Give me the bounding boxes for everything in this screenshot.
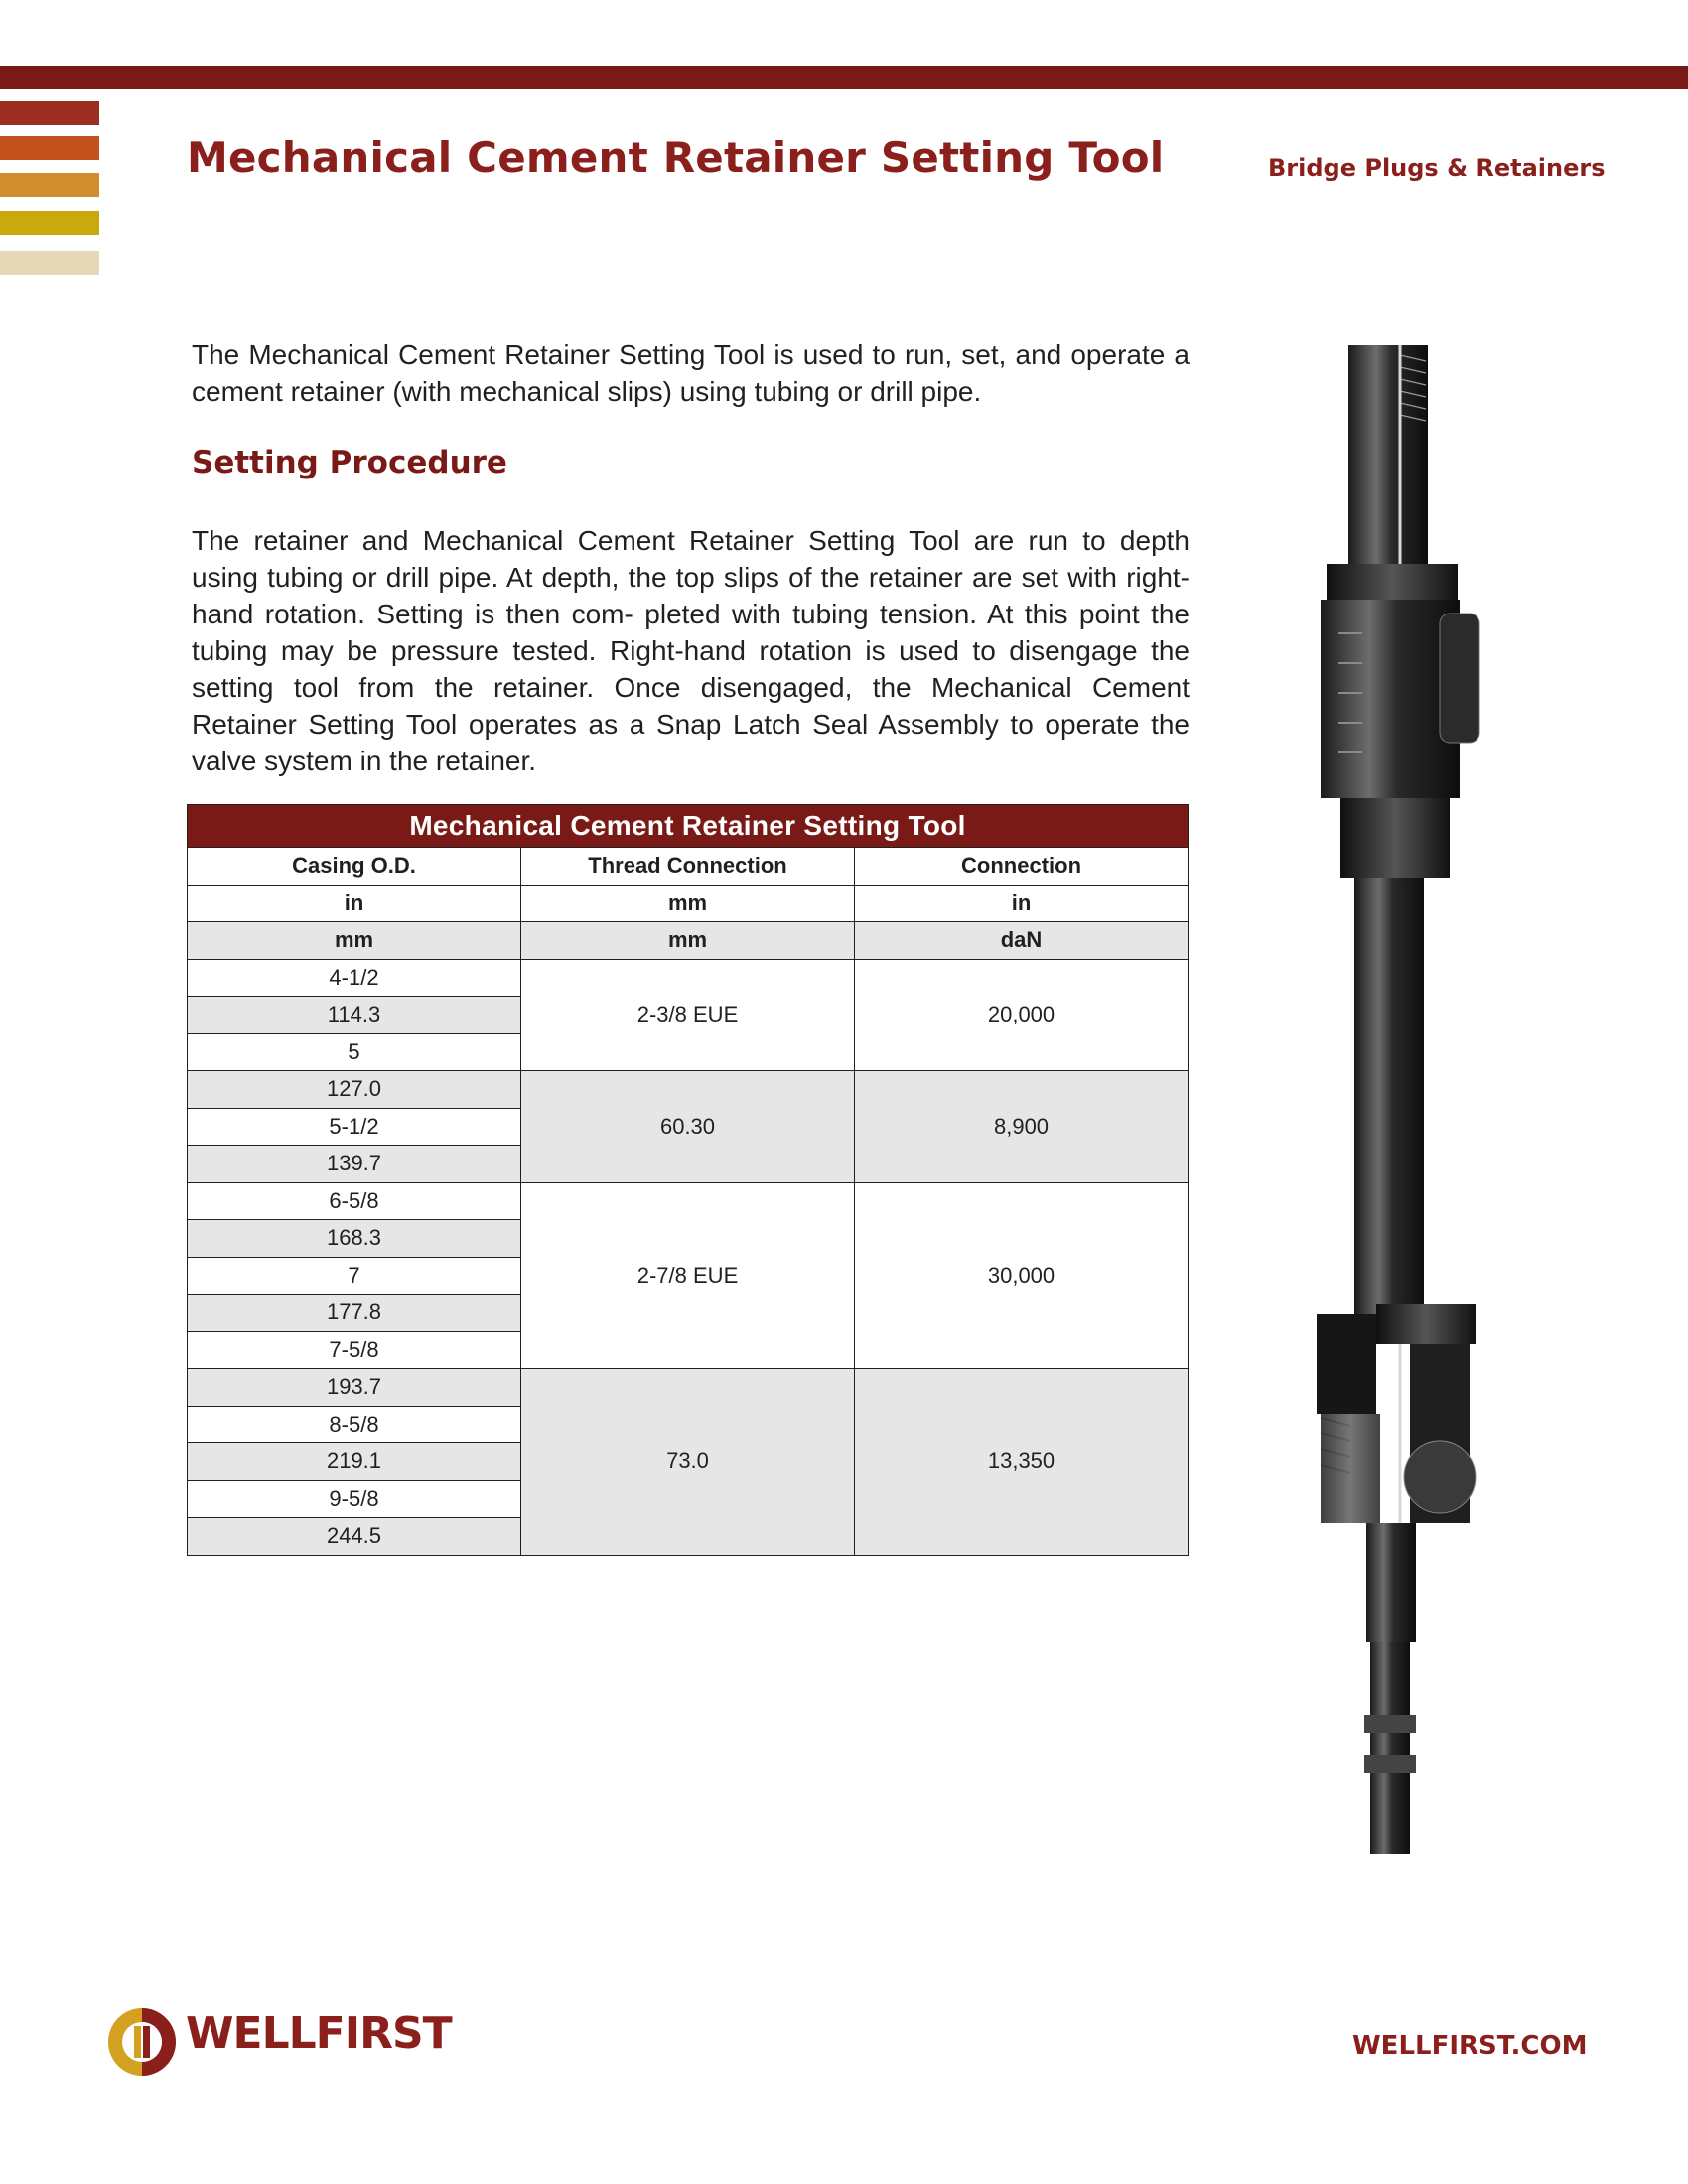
casing-cell: 127.0: [188, 1071, 521, 1109]
table-row: [188, 1182, 1189, 1220]
unit-cell: mm: [521, 922, 855, 960]
casing-cell: 193.7: [188, 1369, 521, 1407]
thread-cell: 2-7/8 EUE: [521, 1182, 855, 1369]
color-stripe-1: [0, 101, 99, 125]
casing-cell: 7: [188, 1257, 521, 1295]
casing-cell: 168.3: [188, 1220, 521, 1258]
casing-cell: 7-5/8: [188, 1331, 521, 1369]
units-row: [188, 885, 1189, 922]
casing-cell: 9-5/8: [188, 1480, 521, 1518]
casing-cell: 139.7: [188, 1146, 521, 1183]
connection-cell: 8,900: [855, 1071, 1189, 1183]
casing-cell: 8-5/8: [188, 1406, 521, 1443]
page-title: Mechanical Cement Retainer Setting Tool: [187, 133, 1165, 182]
connection-cell: 30,000: [855, 1182, 1189, 1369]
connection-cell: 20,000: [855, 959, 1189, 1071]
casing-cell: 177.8: [188, 1295, 521, 1332]
column-header: Casing O.D.: [188, 848, 521, 886]
header-band: [0, 66, 1688, 89]
casing-cell: 5-1/2: [188, 1108, 521, 1146]
column-header: Connection: [855, 848, 1189, 886]
unit-cell: mm: [521, 885, 855, 922]
category-label: Bridge Plugs & Retainers: [1268, 154, 1606, 182]
casing-cell: 244.5: [188, 1518, 521, 1556]
casing-cell: 4-1/2: [188, 959, 521, 997]
setting-tool-illustration: [1281, 345, 1519, 1854]
spec-table: [187, 804, 1189, 1556]
casing-cell: 5: [188, 1033, 521, 1071]
casing-cell: 6-5/8: [188, 1182, 521, 1220]
color-stripe-5: [0, 251, 99, 275]
wellfirst-logo: [104, 2000, 452, 2084]
unit-cell: in: [188, 885, 521, 922]
casing-cell: 219.1: [188, 1443, 521, 1481]
table-row: [188, 1071, 1189, 1109]
unit-cell: mm: [188, 922, 521, 960]
table-row: [188, 959, 1189, 997]
units-row: [188, 922, 1189, 960]
intro-paragraph: The Mechanical Cement Retainer Setting Tool is used to run, set, and operate a cement retainer (with mechanical slips) using tubing or drill pipe.: [192, 340, 1190, 407]
color-stripe-2: [0, 136, 99, 160]
color-stripe-4: [0, 211, 99, 235]
casing-cell: 114.3: [188, 997, 521, 1034]
unit-cell: in: [855, 885, 1189, 922]
table-caption: Mechanical Cement Retainer Setting Tool: [188, 805, 1189, 848]
thread-cell: 60.30: [521, 1071, 855, 1183]
column-header: Thread Connection: [521, 848, 855, 886]
section-heading: Setting Procedure: [192, 445, 507, 480]
thread-cell: 73.0: [521, 1369, 855, 1556]
logo-mark-icon: [104, 2004, 180, 2080]
thread-cell: 2-3/8 EUE: [521, 959, 855, 1071]
procedure-paragraph: The retainer and Mechanical Cement Retainer Setting Tool are run to depth using tubing or drill pipe. At depth, the top slips of the retainer are set with right-hand rotation. Setting is then com- pleted with tubing tension. At this point the tubing may be pressure tested. Right-hand rotation is used to disengage the setting tool from the retainer. Once disengaged, the Mechanical Cement Retainer Setting Tool operates as a Snap Latch Seal Assembly to operate the valve system in the retainer.: [192, 525, 1190, 776]
unit-cell: daN: [855, 922, 1189, 960]
table-header-row: [188, 848, 1189, 886]
footer-url: WELLFIRST.COM: [1352, 2031, 1588, 2061]
table-row: [188, 1369, 1189, 1407]
color-stripe-3: [0, 173, 99, 197]
connection-cell: 13,350: [855, 1369, 1189, 1556]
logo-text: WELLFIRST: [186, 2008, 452, 2059]
